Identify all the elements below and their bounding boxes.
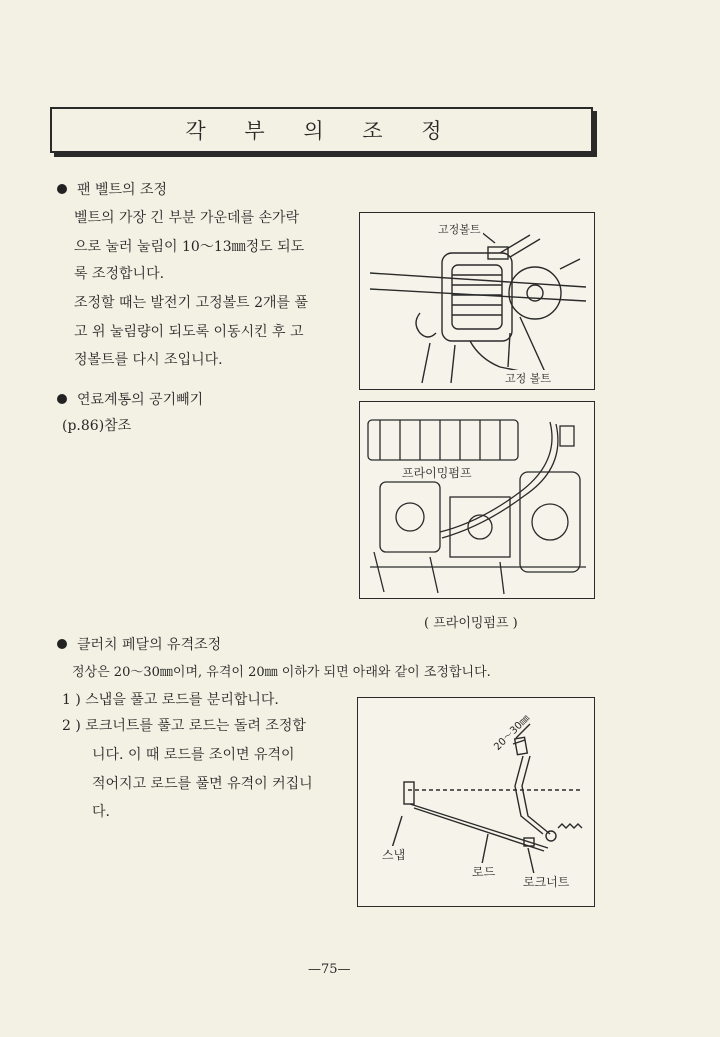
- alternator-illustration: [360, 213, 595, 390]
- page-title: 각 부 의 조 정: [185, 119, 458, 143]
- figure-caption: ( 프라이밍펌프 ): [424, 616, 518, 631]
- reference-text: (p.86)참조: [62, 418, 132, 434]
- page-title-box: [50, 107, 593, 153]
- rod-label: 로드: [472, 865, 496, 879]
- play-dimension-label: 20～30㎜: [492, 712, 533, 753]
- section-heading-clutch: 클러치 페달의 유격조정: [57, 634, 221, 654]
- bullet-icon: [57, 639, 67, 649]
- page-number: —75—: [308, 962, 351, 977]
- locknut-label: 로크너트: [523, 875, 570, 889]
- text-line: 다.: [92, 804, 110, 820]
- fuel-pump-illustration: [360, 402, 595, 599]
- text-line: 벨트의 가장 긴 부분 가운데를 손가락: [74, 210, 300, 226]
- text-line: 2 ) 로크너트를 풀고 로드는 돌려 조정합: [62, 718, 306, 734]
- section-heading-fuel-air: 연료계통의 공기빼기: [57, 389, 203, 409]
- text-line: 으로 눌러 눌림이 10～13㎜정도 되도: [74, 239, 305, 255]
- clutch-pedal-figure: [357, 697, 595, 907]
- snap-label: 스냅: [382, 848, 406, 862]
- fixing-bolt-label-bottom: 고정 볼트: [505, 372, 552, 385]
- text-line: 정볼트를 다시 조입니다.: [74, 352, 223, 368]
- section-heading-fan-belt: 팬 벨트의 조정: [57, 179, 167, 199]
- clutch-intro: 정상은 20～30㎜이며, 유격이 20㎜ 이하가 되면 아래와 같이 조정합니다.: [72, 665, 491, 680]
- text-line: 니다. 이 때 로드를 조이면 유격이: [92, 747, 295, 763]
- text-line: 록 조정합니다.: [74, 266, 165, 282]
- bullet-icon: [57, 184, 67, 194]
- priming-pump-label: 프라이밍펌프: [402, 466, 472, 480]
- priming-pump-figure: [359, 401, 595, 599]
- text-line: 조정할 때는 발전기 고정볼트 2개를 풀: [74, 295, 309, 311]
- fixing-bolt-label-top: 고정볼트: [438, 223, 481, 236]
- bullet-icon: [57, 394, 67, 404]
- text-line: 고 위 눌림량이 되도록 이동시킨 후 고: [74, 324, 304, 340]
- text-line: 적어지고 로드를 풀면 유격이 커집니: [92, 776, 313, 792]
- step-1: 1 ) 스냅을 풀고 로드를 분리합니다.: [62, 692, 279, 708]
- fan-belt-figure: [359, 212, 595, 390]
